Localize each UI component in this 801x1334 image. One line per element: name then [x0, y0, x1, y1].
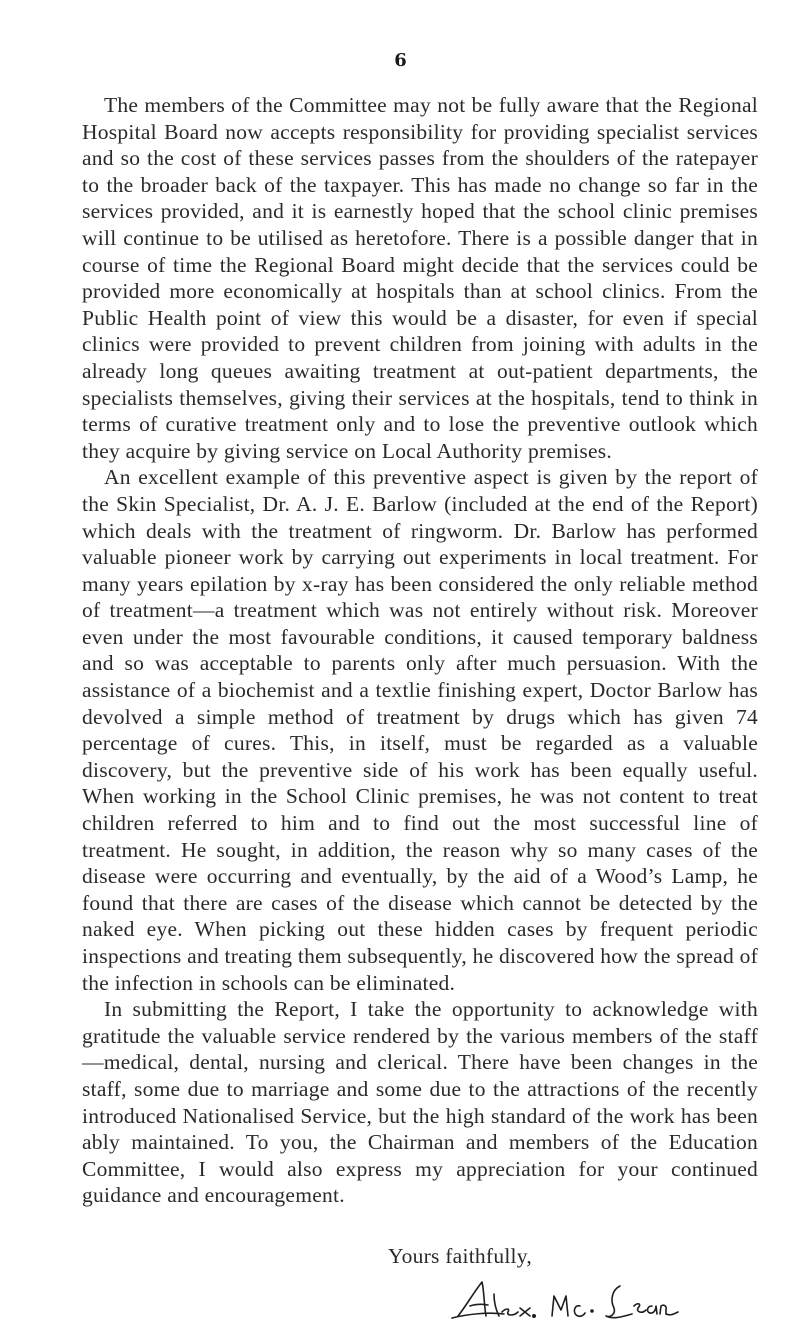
paragraph-staff-acknowledgement: In submitting the Report, I take the opportunity to acknowledge with gratitude the valuable service rendered by the various members of the staff—medical, dental, nursing and clerical. There have been changes in the staff, some due to marriage and some due to the attractions of the recently introduced Nationalised Service, but the high standard of the work has been ably maintained. To you, the Chairman and members of the Education Committee, I would also express my appreciation for your continued guidance and encouragement. [82, 997, 758, 1208]
page-number: 6 [394, 50, 407, 71]
paragraph-regional-hospital-board: The members of the Committee may not be fully aware that the Regional Hospital Board now accepts responsibility for providing specialist services and so the cost of these services passes from the shoulders of the ratepayer to the broader back of the taxpayer. This has made no change so far in the services provided, and it is earnestly hoped that the school clinic premises will continue to be utilised as heretofore. There is a possible danger that in course of time the Regional Board might decide that the services could be provided more economically at hospitals than at school clinics. From the Public Health point of view this would be a disaster, for even if special clinics were provided to prevent children from joining with adults in the already long queues awaiting treatment at out-patient departments, the specialists themselves, giving their services at the hospitals, tend to think in terms of curative treatment only and to lose the preventive outlook which they acquire by giving service on Local Authority premises. [82, 93, 758, 463]
closing-salutation: Yours faithfully, [388, 1244, 533, 1268]
paragraph-ringworm-treatment: An excellent example of this preventive aspect is given by the report of the Skin Specialist, Dr. A. J. E. Barlow (included at the end of the Report) which deals with the treatment of ringworm. Dr. Barlow has performed valuable pioneer work by carrying out experiments in local treatment. For many years epilation by x-ray has been considered the only reliable method of treatment—a treatment which was not entirely without risk. Moreover even under the most favourable conditions, it caused temporary baldness and so was acceptable to parents only after much persuasion. With the assistance of a biochemist and a textlie finishing expert, Doctor Barlow has devolved a simple method of treatment by drugs which has given 74 percentage of cures. This, in itself, must be regarded as a valuable discovery, but the preventive side of his work has been equally useful. When working in the School Clinic premises, he was not content to treat children referred to him and to find out the most successful line of treatment. He sought, in addition, the reason why so many cases of the disease were occurring and eventually, by the aid of a Wood’s Lamp, he found that there are cases of the disease which cannot be detected by the naked eye. When picking out these hidden cases by frequent periodic inspections and treating them subsequently, he discovered how the spread of the infection in schools can be eliminated. [82, 465, 758, 995]
letter-body [82, 92, 758, 1209]
handwritten-signature [444, 1276, 680, 1328]
